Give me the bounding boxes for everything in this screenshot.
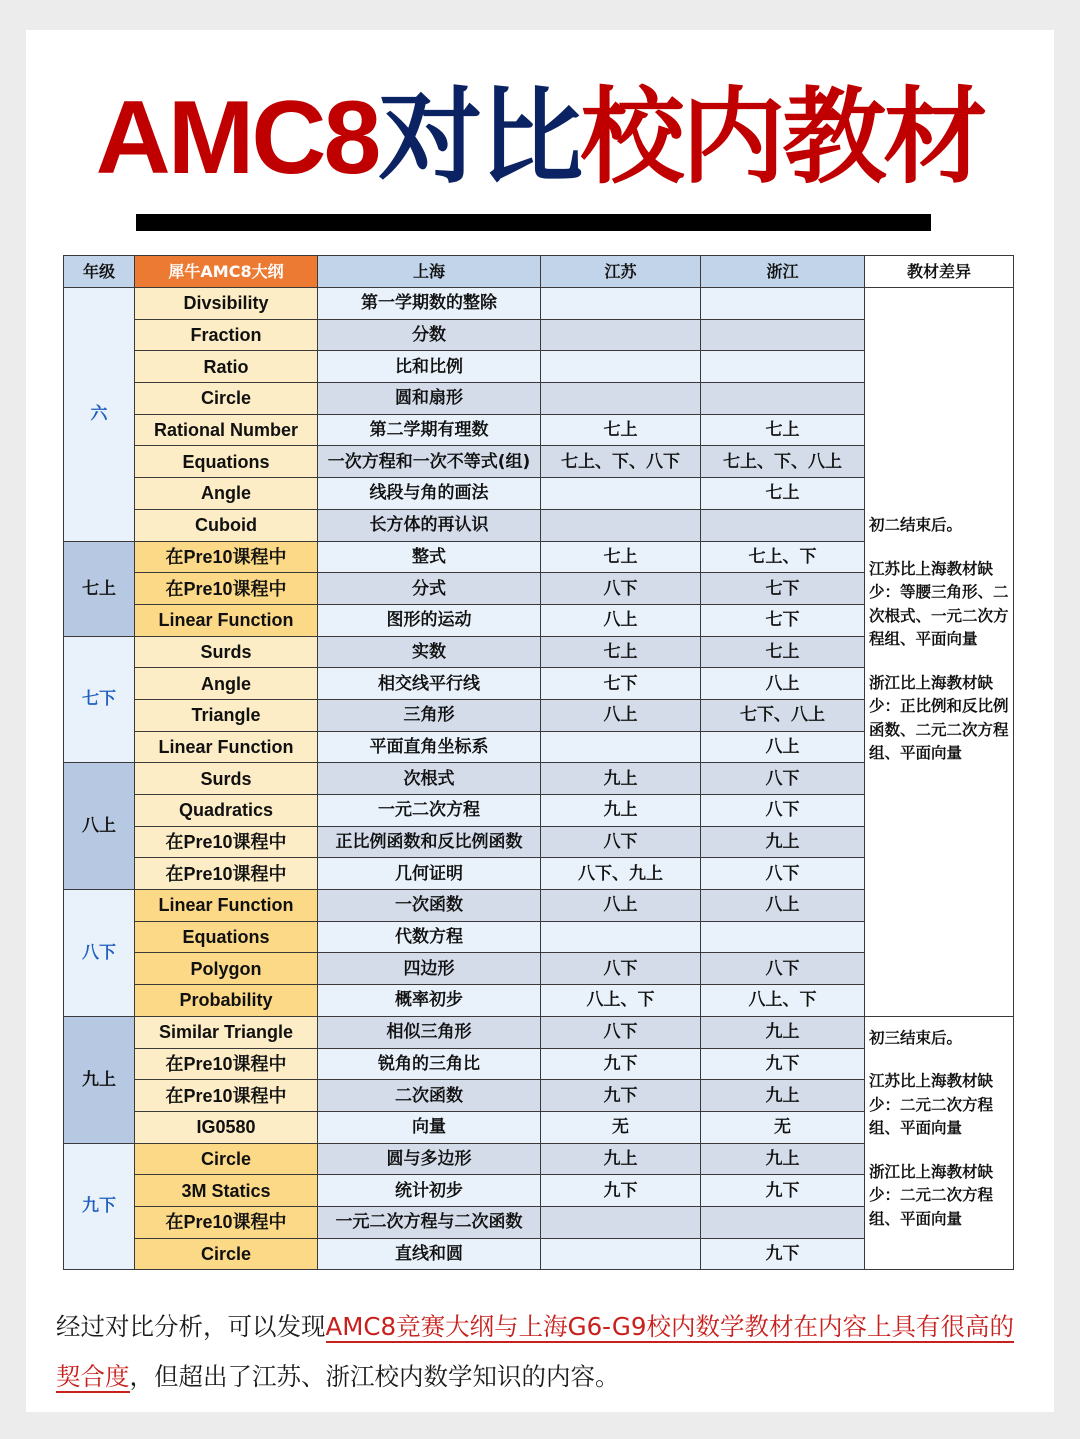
amc-topic-cell: Rational Number <box>135 414 318 446</box>
amc-topic-cell: Circle <box>135 383 318 415</box>
amc-topic-cell: Surds <box>135 636 318 668</box>
jiangsu-cell: 九上 <box>541 795 701 827</box>
shanghai-cell: 一元二次方程与二次函数 <box>318 1206 541 1238</box>
shanghai-cell: 实数 <box>318 636 541 668</box>
shanghai-cell: 长方体的再认识 <box>318 509 541 541</box>
shanghai-cell: 圆与多边形 <box>318 1143 541 1175</box>
zhejiang-cell: 七上 <box>701 478 865 510</box>
shanghai-cell: 相似三角形 <box>318 1016 541 1048</box>
header-amc-syllabus: 犀牛AMC8大纲 <box>135 256 318 288</box>
title-part-textbook: 校内教材 <box>580 80 985 196</box>
zhejiang-cell: 七上 <box>701 636 865 668</box>
title-part-compare: 对比 <box>378 80 581 196</box>
zhejiang-cell: 九上 <box>701 1143 865 1175</box>
jiangsu-cell: 八下 <box>541 826 701 858</box>
zhejiang-cell: 七上、下 <box>701 541 865 573</box>
zhejiang-cell: 七下 <box>701 604 865 636</box>
jiangsu-cell: 七上 <box>541 541 701 573</box>
jiangsu-cell: 九下 <box>541 1080 701 1112</box>
shanghai-cell: 直线和圆 <box>318 1238 541 1270</box>
page-title <box>0 78 1080 198</box>
jiangsu-cell <box>541 383 701 415</box>
amc-topic-cell: Equations <box>135 921 318 953</box>
jiangsu-cell: 七上、下、八下 <box>541 446 701 478</box>
shanghai-cell: 一元二次方程 <box>318 795 541 827</box>
jiangsu-cell <box>541 319 701 351</box>
jiangsu-cell: 八下 <box>541 573 701 605</box>
zhejiang-cell: 九上 <box>701 1080 865 1112</box>
title-part-amc8: AMC8 <box>95 80 379 196</box>
diff-note: 初二结束后。 <box>869 516 963 534</box>
grade-cell: 七下 <box>64 636 135 763</box>
amc-topic-cell: Angle <box>135 478 318 510</box>
amc-topic-cell: Equations <box>135 446 318 478</box>
amc-topic-cell: Fraction <box>135 319 318 351</box>
jiangsu-cell <box>541 288 701 320</box>
zhejiang-cell <box>701 288 865 320</box>
zhejiang-cell <box>701 921 865 953</box>
jiangsu-cell <box>541 351 701 383</box>
shanghai-cell: 概率初步 <box>318 985 541 1017</box>
zhejiang-cell: 九上 <box>701 826 865 858</box>
shanghai-cell: 圆和扇形 <box>318 383 541 415</box>
jiangsu-cell <box>541 509 701 541</box>
header-zhejiang: 浙江 <box>701 256 865 288</box>
jiangsu-cell: 八上、下 <box>541 985 701 1017</box>
shanghai-cell: 分式 <box>318 573 541 605</box>
shanghai-cell: 第一学期数的整除 <box>318 288 541 320</box>
zhejiang-cell <box>701 383 865 415</box>
difference-cell-grade8 <box>865 288 1014 1017</box>
diff-note: 浙江比上海教材缺少：二元二次方程组、平面向量 <box>869 1162 994 1228</box>
zhejiang-cell: 八下 <box>701 763 865 795</box>
diff-note: 江苏比上海教材缺少：二元二次方程组、平面向量 <box>869 1072 994 1138</box>
header-difference: 教材差异 <box>865 256 1014 288</box>
shanghai-cell: 相交线平行线 <box>318 668 541 700</box>
grade-cell: 九下 <box>64 1143 135 1270</box>
amc-topic-cell: Divsibility <box>135 288 318 320</box>
jiangsu-cell: 八上 <box>541 604 701 636</box>
zhejiang-cell: 九下 <box>701 1175 865 1207</box>
amc-topic-cell: 在Pre10课程中 <box>135 858 318 890</box>
amc-topic-cell: 在Pre10课程中 <box>135 1048 318 1080</box>
zhejiang-cell: 九下 <box>701 1238 865 1270</box>
diff-note: 浙江比上海教材缺少：正比例和反比例函数、二元二次方程组、平面向量 <box>869 673 1009 762</box>
header-jiangsu: 江苏 <box>541 256 701 288</box>
jiangsu-cell: 九下 <box>541 1175 701 1207</box>
summary-paragraph <box>56 1302 1026 1402</box>
table-header-row <box>64 256 1014 288</box>
jiangsu-cell: 八下 <box>541 1016 701 1048</box>
amc-topic-cell: Quadratics <box>135 795 318 827</box>
zhejiang-cell: 八上、下 <box>701 985 865 1017</box>
shanghai-cell: 代数方程 <box>318 921 541 953</box>
amc-topic-cell: Linear Function <box>135 890 318 922</box>
zhejiang-cell: 七下 <box>701 573 865 605</box>
zhejiang-cell <box>701 351 865 383</box>
grade-cell: 八上 <box>64 763 135 890</box>
jiangsu-cell: 八上 <box>541 699 701 731</box>
jiangsu-cell: 八上 <box>541 890 701 922</box>
jiangsu-cell <box>541 478 701 510</box>
zhejiang-cell: 七下、八上 <box>701 699 865 731</box>
grade-cell: 九上 <box>64 1016 135 1143</box>
shanghai-cell: 线段与角的画法 <box>318 478 541 510</box>
zhejiang-cell: 八下 <box>701 953 865 985</box>
zhejiang-cell: 八下 <box>701 795 865 827</box>
shanghai-cell: 整式 <box>318 541 541 573</box>
shanghai-cell: 平面直角坐标系 <box>318 731 541 763</box>
shanghai-cell: 图形的运动 <box>318 604 541 636</box>
grade-cell: 七上 <box>64 541 135 636</box>
zhejiang-cell: 八上 <box>701 731 865 763</box>
amc-topic-cell: 在Pre10课程中 <box>135 826 318 858</box>
jiangsu-cell <box>541 1206 701 1238</box>
shanghai-cell: 分数 <box>318 319 541 351</box>
jiangsu-cell: 七上 <box>541 636 701 668</box>
jiangsu-cell <box>541 731 701 763</box>
amc-topic-cell: Triangle <box>135 699 318 731</box>
shanghai-cell: 一次方程和一次不等式(组) <box>318 446 541 478</box>
shanghai-cell: 比和比例 <box>318 351 541 383</box>
shanghai-cell: 一次函数 <box>318 890 541 922</box>
zhejiang-cell: 八上 <box>701 890 865 922</box>
summary-highlight: AMC8竞赛大纲与上海G6-G9校内数学教材在内容上具有很高的契合度 <box>56 1312 1014 1391</box>
jiangsu-cell: 八下 <box>541 953 701 985</box>
zhejiang-cell <box>701 509 865 541</box>
shanghai-cell: 向量 <box>318 1111 541 1143</box>
header-grade: 年级 <box>64 256 135 288</box>
zhejiang-cell <box>701 1206 865 1238</box>
amc-topic-cell: Probability <box>135 985 318 1017</box>
shanghai-cell: 锐角的三角比 <box>318 1048 541 1080</box>
amc-topic-cell: 在Pre10课程中 <box>135 1080 318 1112</box>
shanghai-cell: 第二学期有理数 <box>318 414 541 446</box>
amc-topic-cell: Polygon <box>135 953 318 985</box>
shanghai-cell: 二次函数 <box>318 1080 541 1112</box>
grade-cell: 八下 <box>64 890 135 1017</box>
amc-topic-cell: Cuboid <box>135 509 318 541</box>
amc-topic-cell: IG0580 <box>135 1111 318 1143</box>
diff-note: 江苏比上海教材缺少：等腰三角形、二次根式、一元二次方程组、平面向量 <box>869 559 1009 648</box>
jiangsu-cell <box>541 921 701 953</box>
comparison-table <box>63 255 1014 1270</box>
shanghai-cell: 三角形 <box>318 699 541 731</box>
zhejiang-cell: 七上 <box>701 414 865 446</box>
zhejiang-cell: 八下 <box>701 858 865 890</box>
jiangsu-cell: 七下 <box>541 668 701 700</box>
amc-topic-cell: 在Pre10课程中 <box>135 573 318 605</box>
jiangsu-cell: 七上 <box>541 414 701 446</box>
jiangsu-cell: 九上 <box>541 1143 701 1175</box>
shanghai-cell: 几何证明 <box>318 858 541 890</box>
zhejiang-cell: 九上 <box>701 1016 865 1048</box>
jiangsu-cell: 无 <box>541 1111 701 1143</box>
summary-prefix: 经过对比分析，可以发现 <box>56 1312 326 1341</box>
amc-topic-cell: Circle <box>135 1238 318 1270</box>
amc-topic-cell: Circle <box>135 1143 318 1175</box>
summary-suffix: ，但超出了江苏、浙江校内数学知识的内容。 <box>129 1362 620 1391</box>
table-row <box>64 288 1014 320</box>
zhejiang-cell: 八上 <box>701 668 865 700</box>
amc-topic-cell: Linear Function <box>135 604 318 636</box>
zhejiang-cell <box>701 319 865 351</box>
amc-topic-cell: Ratio <box>135 351 318 383</box>
jiangsu-cell: 九下 <box>541 1048 701 1080</box>
jiangsu-cell: 九上 <box>541 763 701 795</box>
difference-cell-grade9 <box>865 1016 1014 1270</box>
title-divider <box>136 214 931 231</box>
amc-topic-cell: Angle <box>135 668 318 700</box>
diff-note: 初三结束后。 <box>869 1028 963 1047</box>
zhejiang-cell: 无 <box>701 1111 865 1143</box>
header-shanghai: 上海 <box>318 256 541 288</box>
table-row <box>64 1016 1014 1048</box>
zhejiang-cell: 七上、下、八上 <box>701 446 865 478</box>
shanghai-cell: 正比例函数和反比例函数 <box>318 826 541 858</box>
amc-topic-cell: 在Pre10课程中 <box>135 541 318 573</box>
amc-topic-cell: 在Pre10课程中 <box>135 1206 318 1238</box>
shanghai-cell: 四边形 <box>318 953 541 985</box>
amc-topic-cell: Surds <box>135 763 318 795</box>
amc-topic-cell: Similar Triangle <box>135 1016 318 1048</box>
grade-cell: 六 <box>64 288 135 542</box>
shanghai-cell: 统计初步 <box>318 1175 541 1207</box>
zhejiang-cell: 九下 <box>701 1048 865 1080</box>
jiangsu-cell <box>541 1238 701 1270</box>
jiangsu-cell: 八下、九上 <box>541 858 701 890</box>
amc-topic-cell: Linear Function <box>135 731 318 763</box>
amc-topic-cell: 3M Statics <box>135 1175 318 1207</box>
shanghai-cell: 次根式 <box>318 763 541 795</box>
